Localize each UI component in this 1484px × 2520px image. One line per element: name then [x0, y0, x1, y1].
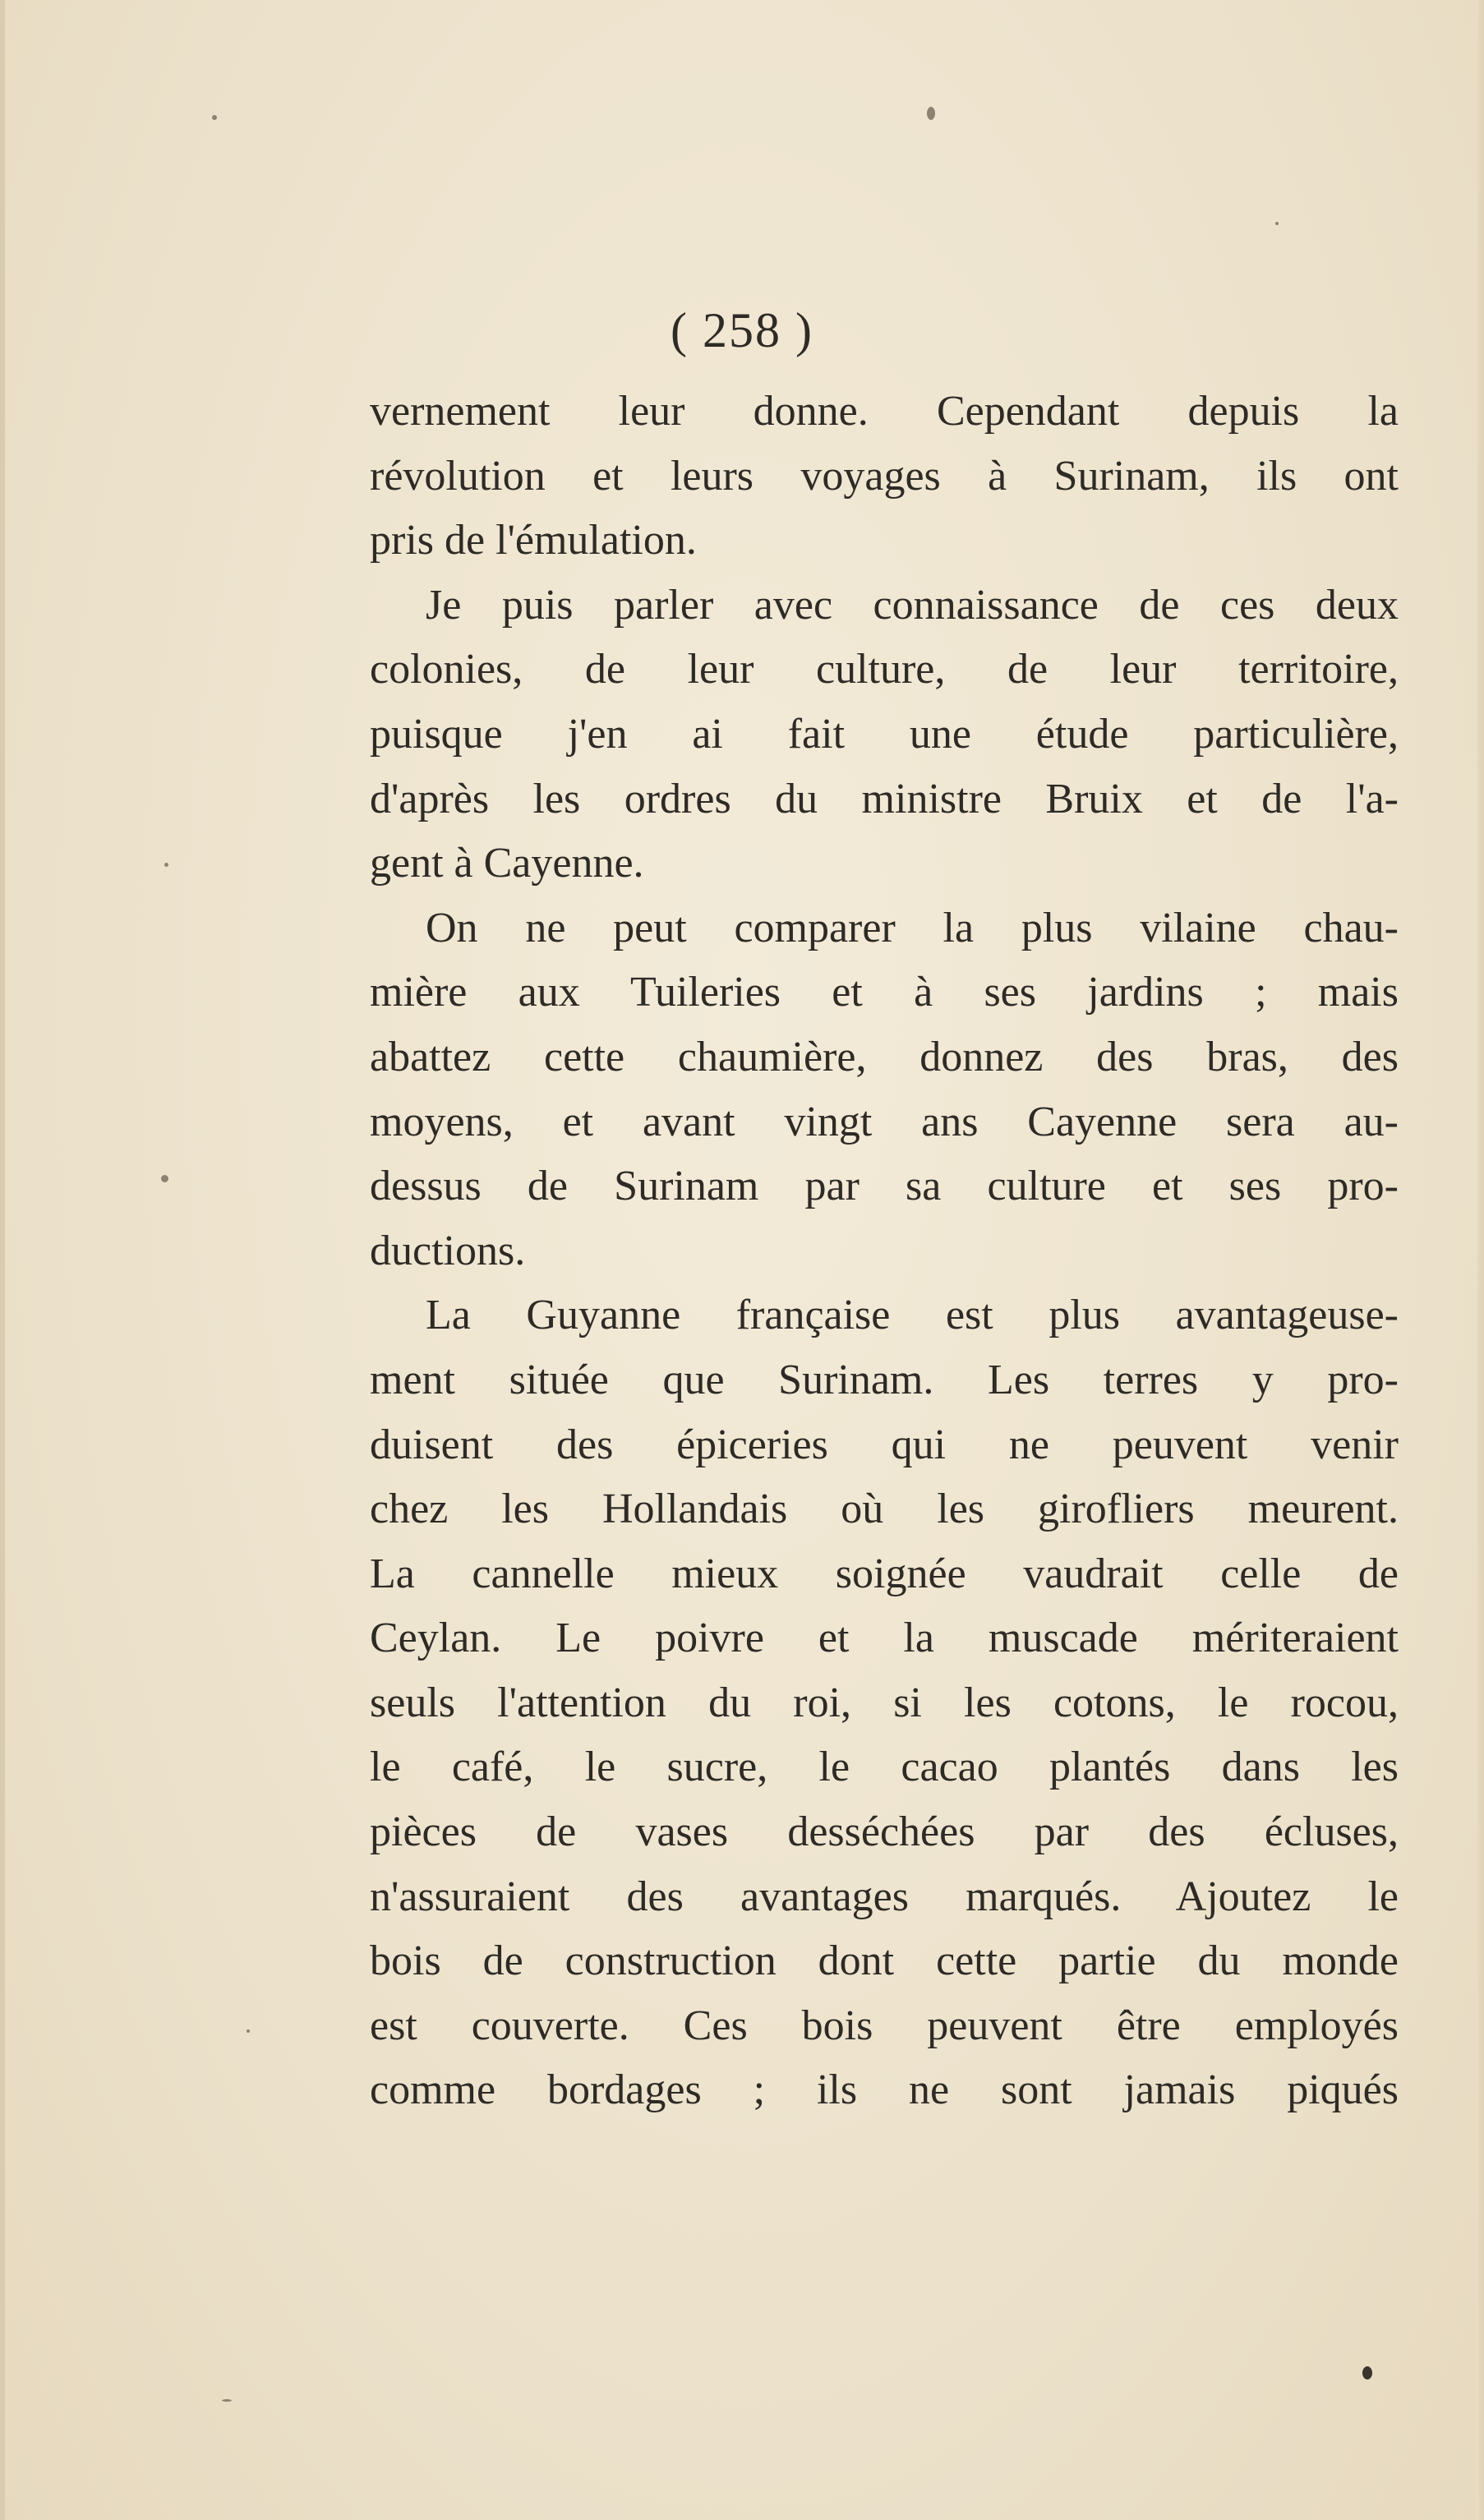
text-line: révolution et leurs voyages à Surinam, ils ont: [370, 452, 1399, 500]
paper-speck: [1362, 2366, 1372, 2379]
paper-speck: [927, 107, 935, 120]
text-line: dessus de Surinam par sa culture et ses pro-: [370, 1163, 1399, 1210]
text-line: puisque j'en ai fait une étude particulière,: [370, 710, 1399, 758]
text-line: mière aux Tuileries et à ses jardins ; mais: [370, 969, 1399, 1016]
text-line: comme bordages ; ils ne sont jamais piqués: [370, 2066, 1399, 2114]
text-line: ment située que Surinam. Les terres y pro-: [370, 1356, 1399, 1403]
page-right-edge: [1476, 0, 1484, 2520]
text-line: Je puis parler avec connaissance de ces deux: [426, 581, 1399, 629]
text-line: Ceylan. Le poivre et la muscade mériteraient: [370, 1615, 1399, 1662]
paper-speck: [161, 1175, 168, 1182]
text-line: gent à Cayenne.: [370, 840, 644, 887]
text-line: abattez cette chaumière, donnez des bras, des: [370, 1033, 1399, 1080]
text-line: pièces de vases desséchées par des écluses,: [370, 1808, 1399, 1856]
page-number: ( 258 ): [671, 303, 813, 357]
text-line: est couverte. Ces bois peuvent être employés: [370, 2002, 1399, 2049]
body-text: [370, 380, 1399, 2123]
text-line: On ne peut comparer la plus vilaine chau-: [426, 904, 1399, 951]
text-line: moyens, et avant vingt ans Cayenne sera au-: [370, 1098, 1399, 1145]
text-line: pris de l'émulation.: [370, 517, 697, 564]
text-line: ductions.: [370, 1227, 526, 1274]
text-line: La cannelle mieux soignée vaudrait celle de: [370, 1550, 1399, 1597]
paper-speck: [212, 115, 217, 120]
text-line: La Guyanne française est plus avantageuse-: [426, 1292, 1399, 1339]
text-line: duisent des épiceries qui ne peuvent venir: [370, 1421, 1399, 1468]
text-line: bois de construction dont cette partie du monde: [370, 1937, 1399, 1985]
text-line: d'après les ordres du ministre Bruix et de l'a-: [370, 775, 1399, 822]
text-line: le café, le sucre, le cacao plantés dans les: [370, 1744, 1399, 1791]
text-line: vernement leur donne. Cependant depuis la: [370, 388, 1399, 435]
page-left-edge: [0, 0, 5, 2520]
paper-speck: [247, 2029, 250, 2033]
text-line: seuls l'attention du roi, si les cotons, le rocou,: [370, 1679, 1399, 1726]
text-line: colonies, de leur culture, de leur territoire,: [370, 646, 1399, 693]
text-line: n'assuraient des avantages marqués. Ajoutez le: [370, 1873, 1399, 1920]
paper-speck: [164, 863, 168, 867]
paper-speck: [222, 2399, 232, 2402]
text-line: chez les Hollandais où les girofliers meurent.: [370, 1486, 1399, 1533]
paper-speck: [1275, 222, 1279, 225]
